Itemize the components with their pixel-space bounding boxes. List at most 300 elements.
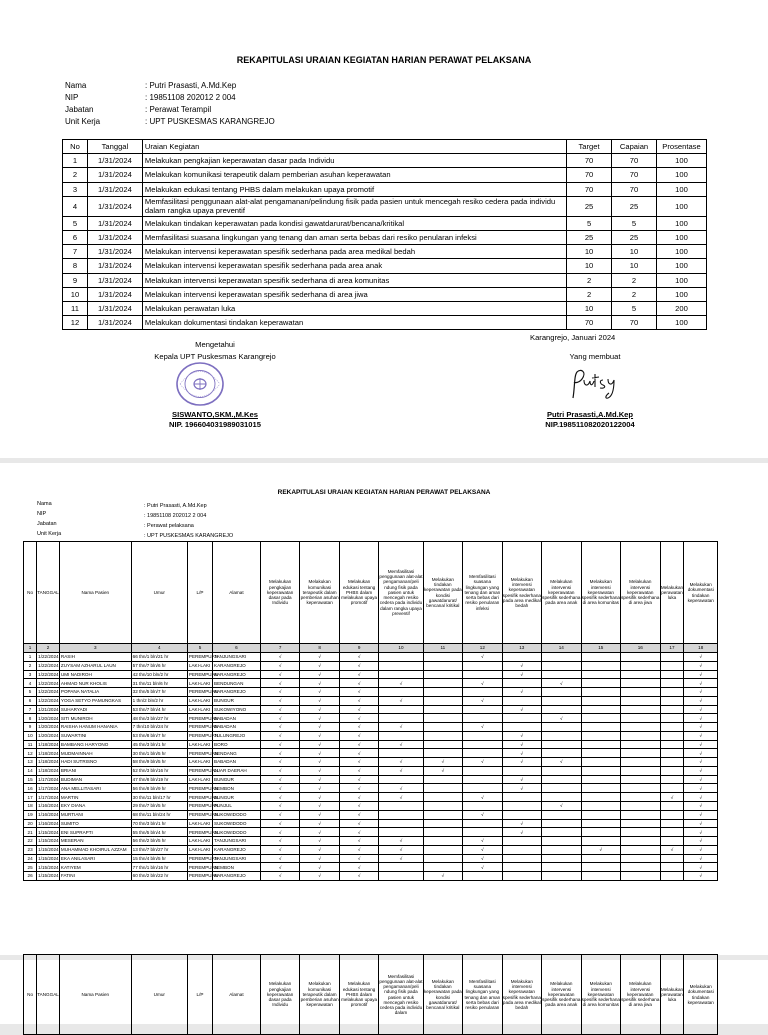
cell-umur: 30 thn/11 bln/17 hr: [131, 793, 187, 802]
empty-cell: [621, 810, 660, 819]
cell-lp: PEREMPUAN: [188, 671, 219, 677]
info-value-unit-kerja: : UPT PUSKESMAS KARANGREJO: [145, 117, 275, 126]
cell-nama-pasien: MESERAN: [59, 837, 131, 846]
column-number: 5: [187, 644, 212, 653]
check-mark: √: [463, 653, 502, 662]
table-row: [24, 872, 718, 881]
cell-tanggal: 1/21/2024: [38, 706, 59, 712]
table-row: [24, 845, 718, 854]
empty-cell: [423, 749, 462, 758]
empty-cell: [423, 679, 462, 688]
check-mark: √: [463, 863, 502, 872]
col-header-activity-11: Melakukan tindakan keperawatan pada kondisi gawatdarurat/ bencana/ kritikal: [423, 542, 462, 644]
empty-cell: [581, 661, 620, 670]
check-mark: √: [502, 784, 541, 793]
col-header-activity-8: Melakukan komunikasi terapeutik dalam pemberian asuhan keperawatan: [300, 955, 339, 1035]
table-row: [63, 182, 707, 196]
check-mark: √: [684, 819, 718, 828]
cell-nama-pasien: RAISHA HANUM HANANIA: [59, 723, 131, 732]
cell-uraian: Melakukan intervensi keperawatan spesifik sederhana di area komunitas: [142, 273, 566, 287]
left-signature-line2: Kepala UPT Puskesmas Karangrejo: [154, 352, 276, 361]
table-row: [24, 863, 718, 872]
empty-cell: [581, 784, 620, 793]
check-mark: √: [463, 854, 502, 863]
check-mark: √: [684, 837, 718, 846]
cell-prosentase: 100: [656, 196, 706, 216]
cell-alamat: KARANGREJO: [213, 688, 261, 697]
cell-target: 10: [567, 259, 612, 273]
cell-umur: 52 thn/3 bln/16 hr: [131, 766, 187, 775]
empty-cell: [502, 714, 541, 723]
cell-capaian: 10: [612, 259, 657, 273]
check-mark: √: [379, 793, 423, 802]
empty-cell: [379, 863, 423, 872]
empty-cell: [581, 758, 620, 767]
cell-tanggal: 1/22/2024: [38, 663, 59, 669]
empty-cell: [542, 819, 581, 828]
check-mark: √: [502, 731, 541, 740]
table-row: [24, 661, 718, 670]
cell-lp: PEREMPUAN: [188, 829, 219, 835]
cell-prosentase: 100: [656, 182, 706, 196]
table-row: [24, 740, 718, 749]
table-row: [63, 301, 707, 315]
empty-cell: [660, 758, 684, 767]
empty-cell: [621, 731, 660, 740]
table-row: [63, 168, 707, 182]
check-mark: √: [260, 845, 299, 854]
check-mark: √: [684, 863, 718, 872]
cell-no: 7: [63, 245, 88, 259]
empty-cell: [463, 828, 502, 837]
info-value-nip-2: : 19851108 202012 2 004: [144, 513, 207, 519]
check-mark: √: [260, 696, 299, 705]
cell-alamat: BUNGUR: [213, 775, 261, 784]
empty-cell: [463, 740, 502, 749]
empty-cell: [423, 845, 462, 854]
check-mark: √: [300, 766, 339, 775]
cell-umur: 70 thn/3 bln/1 hr: [131, 819, 187, 828]
check-mark: √: [300, 828, 339, 837]
empty-cell: [660, 679, 684, 688]
check-mark: √: [300, 731, 339, 740]
empty-cell: [379, 819, 423, 828]
col-header-nama-pasien: Nama Pasien: [59, 955, 131, 1035]
table-row: [24, 766, 718, 775]
col-header-activity-11: Melakukan tindakan keperawatan pada kondisi gawatdarurat/ bencana/ kritikal: [423, 955, 462, 1035]
column-number: 12: [463, 644, 502, 653]
check-mark: √: [463, 758, 502, 767]
check-mark: √: [260, 731, 299, 740]
empty-cell: [542, 705, 581, 714]
empty-cell: [542, 863, 581, 872]
check-mark: √: [339, 837, 378, 846]
check-mark: √: [684, 793, 718, 802]
cell-no: 19: [24, 810, 37, 819]
column-number: 18: [684, 644, 718, 653]
empty-cell: [542, 723, 581, 732]
cell-no: 11: [24, 740, 37, 749]
cell-capaian: 25: [612, 230, 657, 244]
empty-cell: [463, 670, 502, 679]
check-mark: √: [339, 740, 378, 749]
col-header-activity-10: Memfasilitasi penggunaan alat-alat pengamanan/peli ndung fisik pada pasien untuk mencegah resiko cedera pada individu dalam rangka upaya preventif: [379, 542, 423, 644]
empty-cell: [581, 696, 620, 705]
cell-umur: 13 thn/7 bln/27 hr: [131, 845, 187, 854]
check-mark: √: [339, 793, 378, 802]
column-number: 16: [621, 644, 660, 653]
cell-tanggal: 1/15/2024: [38, 838, 59, 844]
empty-cell: [621, 670, 660, 679]
cell-tanggal: 1/16/2024: [38, 812, 59, 818]
check-mark: √: [300, 653, 339, 662]
cell-no: 7: [24, 705, 37, 714]
check-mark: √: [684, 705, 718, 714]
column-number: 4: [131, 644, 187, 653]
empty-cell: [423, 819, 462, 828]
empty-cell: [423, 802, 462, 811]
check-mark: √: [684, 758, 718, 767]
empty-cell: [502, 854, 541, 863]
check-mark: √: [260, 740, 299, 749]
official-stamp-icon: [175, 361, 225, 407]
col-header-lp: L/P: [187, 542, 212, 644]
cell-no: 6: [63, 230, 88, 244]
cell-no: 8: [24, 714, 37, 723]
empty-cell: [660, 810, 684, 819]
check-mark: √: [339, 810, 378, 819]
info-value-nama-2: : Putri Prasasti, A.Md.Kep: [144, 503, 207, 509]
cell-capaian: 2: [612, 287, 657, 301]
cell-umur: 1 thn/2 bln/2 hr: [131, 696, 187, 705]
table-row: [24, 749, 718, 758]
check-mark: √: [379, 679, 423, 688]
info-label-jabatan: Jabatan: [65, 105, 94, 114]
empty-cell: [379, 775, 423, 784]
empty-cell: [621, 854, 660, 863]
empty-cell: [423, 696, 462, 705]
table-row: [24, 714, 718, 723]
check-mark: √: [300, 749, 339, 758]
cell-nama-pasien: YOGA SETYO PAMUNGKAS: [59, 696, 131, 705]
empty-cell: [581, 653, 620, 662]
cell-no: 1: [24, 653, 37, 662]
check-mark: √: [684, 679, 718, 688]
empty-cell: [463, 714, 502, 723]
check-mark: √: [684, 661, 718, 670]
cell-tanggal: 1/15/2024: [38, 829, 59, 835]
cell-target: 25: [567, 230, 612, 244]
col-header-activity-10: Memfasilitasi penggunaan alat-alat pengamanan/peli ndung fisik pada pasien untuk mencegah resiko cedera pada individu dalam: [379, 955, 423, 1035]
empty-cell: [660, 670, 684, 679]
check-mark: √: [684, 670, 718, 679]
cell-lp: PEREMPUAN: [188, 715, 219, 721]
empty-cell: [621, 775, 660, 784]
cell-tanggal: 1/20/2024: [38, 715, 59, 721]
empty-cell: [542, 837, 581, 846]
check-mark: √: [260, 863, 299, 872]
empty-cell: [502, 872, 541, 881]
empty-cell: [423, 731, 462, 740]
check-mark: √: [502, 749, 541, 758]
cell-capaian: 70: [612, 154, 657, 168]
empty-cell: [542, 872, 581, 881]
cell-capaian: 70: [612, 182, 657, 196]
column-number: 1: [24, 644, 37, 653]
empty-cell: [423, 810, 462, 819]
col-header-no: No: [24, 955, 37, 1035]
empty-cell: [581, 793, 620, 802]
check-mark: √: [339, 863, 378, 872]
table-row: [24, 696, 718, 705]
column-number: 17: [660, 644, 684, 653]
check-mark: √: [260, 758, 299, 767]
cell-tanggal: 1/31/2024: [87, 154, 142, 168]
empty-cell: [621, 705, 660, 714]
left-signature-line1: Mengetahui: [195, 340, 235, 349]
cell-no: 13: [24, 758, 37, 767]
col-header-activity-9: Melakukan edukasi tentang PHBS dalam melakukan upaya promotif: [339, 542, 378, 644]
column-number: 10: [379, 644, 423, 653]
cell-lp: PEREMPUAN: [188, 750, 219, 756]
empty-cell: [423, 723, 462, 732]
empty-cell: [621, 845, 660, 854]
cell-no: 11: [63, 301, 88, 315]
col-header-capaian: Capaian: [612, 140, 657, 154]
cell-prosentase: 100: [656, 273, 706, 287]
cell-prosentase: 100: [656, 316, 706, 330]
empty-cell: [581, 863, 620, 872]
check-mark: √: [300, 740, 339, 749]
cell-nama-pasien: EKA ANILASARI: [59, 854, 131, 863]
info-label-nama: Nama: [65, 81, 87, 90]
empty-cell: [660, 696, 684, 705]
cell-lp: PEREMPUAN: [188, 689, 219, 695]
cell-capaian: 70: [612, 316, 657, 330]
col-header-lp: L/P: [187, 955, 212, 1035]
cell-nama-pasien: MARTIN: [59, 793, 131, 802]
table-row: [24, 670, 718, 679]
check-mark: √: [502, 670, 541, 679]
empty-cell: [423, 740, 462, 749]
col-header-tanggal: TANGGAL: [37, 955, 60, 1035]
check-mark: √: [260, 837, 299, 846]
cell-nama-pasien: SUHARYADI: [59, 705, 131, 714]
column-number: 6: [213, 644, 261, 653]
cell-lp: PEREMPUAN: [188, 733, 219, 739]
col-header-activity-18: Melakukan dokumentasi tindakan keperawatan: [684, 542, 718, 644]
table-row: [24, 837, 718, 846]
column-number: 15: [581, 644, 620, 653]
cell-lp: LAKI-LAKI: [187, 661, 212, 670]
cell-alamat: BUNGUR: [213, 793, 261, 802]
check-mark: √: [260, 810, 299, 819]
col-header-tanggal: Tanggal: [87, 140, 142, 154]
cell-capaian: 5: [612, 301, 657, 315]
empty-cell: [542, 828, 581, 837]
empty-cell: [502, 845, 541, 854]
check-mark: √: [339, 766, 378, 775]
column-number: 9: [339, 644, 378, 653]
check-mark: √: [339, 758, 378, 767]
empty-cell: [542, 775, 581, 784]
check-mark: √: [463, 845, 502, 854]
cell-capaian: 10: [612, 245, 657, 259]
info-label-nip-2: NIP: [37, 511, 47, 517]
check-mark: √: [379, 854, 423, 863]
check-mark: √: [684, 828, 718, 837]
empty-cell: [423, 661, 462, 670]
cell-no: 12: [63, 316, 88, 330]
table-row: [24, 793, 718, 802]
cell-prosentase: 100: [656, 287, 706, 301]
check-mark: √: [260, 766, 299, 775]
cell-nama-pasien: UMI NADIROH: [59, 670, 131, 679]
cell-target: 10: [567, 245, 612, 259]
table-header-row: [24, 955, 718, 1035]
cell-no: 10: [24, 731, 37, 740]
check-mark: √: [339, 775, 378, 784]
cell-uraian: Memfasilitasi suasana lingkungan yang tenang dan aman serta bebas dari resiko penularan infeksi: [142, 230, 566, 244]
empty-cell: [621, 740, 660, 749]
check-mark: √: [339, 670, 378, 679]
check-mark: √: [379, 837, 423, 846]
cell-no: 4: [63, 196, 88, 216]
empty-cell: [463, 688, 502, 697]
col-header-activity-7: Melakukan pengkajian keperawatan dasar pada Individu: [260, 955, 299, 1035]
cell-alamat: TANJUNGSARI: [213, 837, 261, 846]
col-header-prosentase: Prosentase: [656, 140, 706, 154]
check-mark: √: [339, 679, 378, 688]
cell-prosentase: 100: [656, 216, 706, 230]
empty-cell: [379, 810, 423, 819]
cell-no: 12: [24, 749, 37, 758]
cell-lp: LAKI-LAKI: [187, 837, 212, 846]
check-mark: √: [463, 810, 502, 819]
empty-cell: [581, 810, 620, 819]
cell-tanggal: 1/16/2024: [38, 820, 59, 826]
handwritten-signature-icon: [565, 366, 625, 406]
col-header-activity-15: Melakukan intervensi keperawatan spesifik sederhana di area komunitas: [581, 955, 620, 1035]
cell-tanggal: 1/31/2024: [87, 301, 142, 315]
empty-cell: [660, 784, 684, 793]
cell-nama-pasien: AHMAD NUR KHOLIS: [59, 679, 131, 688]
check-mark: √: [660, 845, 684, 854]
cell-alamat: BUNGUR: [213, 696, 261, 705]
table-row: [24, 758, 718, 767]
empty-cell: [542, 740, 581, 749]
check-mark: √: [260, 749, 299, 758]
empty-cell: [423, 828, 462, 837]
check-mark: √: [423, 872, 462, 881]
empty-cell: [660, 828, 684, 837]
column-number-row: [24, 644, 718, 653]
report-title: REKAPITULASI URAIAN KEGIATAN HARIAN PERAWAT PELAKSANA: [236, 55, 532, 65]
check-mark: √: [581, 845, 620, 854]
check-mark: √: [339, 696, 378, 705]
cell-tanggal: 1/31/2024: [87, 287, 142, 301]
cell-lp: PEREMPUAN: [188, 803, 219, 809]
cell-prosentase: 100: [656, 245, 706, 259]
cell-uraian: Melakukan intervensi keperawatan spesifik sederhana pada area medikal bedah: [142, 245, 566, 259]
cell-nama-pasien: BUDIMAN: [59, 775, 131, 784]
empty-cell: [379, 705, 423, 714]
cell-alamat: BABADAN: [213, 758, 261, 767]
cell-umur: 31 thn/11 bln/6 hr: [131, 679, 187, 688]
cell-alamat: TANJUNGSARI: [213, 653, 261, 662]
cell-nama-pasien: BRIANI: [59, 766, 131, 775]
cell-umur: 7 thn/10 bln/24 hr: [131, 723, 187, 732]
cell-alamat: SUKOWIDODO: [213, 810, 261, 819]
empty-cell: [502, 863, 541, 872]
cell-umur: 57 thn/7 bln/6 hr: [131, 661, 187, 670]
cell-nama-pasien: FATINI: [59, 872, 131, 881]
empty-cell: [502, 802, 541, 811]
cell-umur: 53 thn/7 bln/4 hr: [131, 705, 187, 714]
cell-lp: PEREMPUAN: [188, 794, 219, 800]
empty-cell: [621, 661, 660, 670]
empty-cell: [581, 819, 620, 828]
column-number: 11: [423, 644, 462, 653]
cell-lp: LAKI-LAKI: [187, 696, 212, 705]
empty-cell: [463, 775, 502, 784]
cell-lp: LAKI-LAKI: [187, 845, 212, 854]
empty-cell: [502, 679, 541, 688]
left-signer-name: SISWANTO,SKM.,M.Kes: [172, 410, 258, 419]
cell-no: 3: [63, 182, 88, 196]
col-header-no: No: [24, 542, 37, 644]
check-mark: √: [339, 653, 378, 662]
cell-alamat: KARANGREJO: [213, 661, 261, 670]
cell-tanggal: 1/18/2024: [38, 759, 59, 765]
cell-alamat: BORO: [213, 740, 261, 749]
cell-umur: 29 thn/7 bln/5 hr: [131, 802, 187, 811]
table-row: [24, 819, 718, 828]
table-row: [63, 316, 707, 330]
col-header-activity-13: Melakukan intervensi keperawatan spesifik sederhana pada area medikal bedah: [502, 542, 541, 644]
check-mark: √: [542, 758, 581, 767]
cell-nama-pasien: MUHAMMAD KHOIRUL AZZAM: [59, 845, 131, 854]
check-mark: √: [339, 661, 378, 670]
cell-no: 15: [24, 775, 37, 784]
check-mark: √: [684, 696, 718, 705]
empty-cell: [581, 731, 620, 740]
check-mark: √: [300, 854, 339, 863]
cell-lp: PEREMPUAN: [188, 812, 219, 818]
report-page-summary: [0, 0, 768, 458]
cell-tanggal: 1/31/2024: [87, 182, 142, 196]
cell-umur: 15 thn/4 bln/5 hr: [131, 854, 187, 863]
empty-cell: [660, 766, 684, 775]
empty-cell: [379, 653, 423, 662]
check-mark: √: [463, 696, 502, 705]
empty-cell: [621, 784, 660, 793]
cell-no: 14: [24, 766, 37, 775]
cell-no: 20: [24, 819, 37, 828]
right-signature-line1: Yang membuat: [569, 352, 621, 361]
cell-tanggal: 1/31/2024: [87, 273, 142, 287]
cell-lp: PEREMPUAN: [188, 654, 219, 660]
empty-cell: [542, 749, 581, 758]
empty-cell: [379, 828, 423, 837]
cell-umur: 77 thn/1 bln/16 hr: [131, 863, 187, 872]
empty-cell: [660, 731, 684, 740]
empty-cell: [581, 872, 620, 881]
col-header-nama-pasien: Nama Pasien: [59, 542, 131, 644]
check-mark: √: [339, 845, 378, 854]
cell-tanggal: 1/15/2024: [38, 847, 59, 853]
empty-cell: [379, 714, 423, 723]
